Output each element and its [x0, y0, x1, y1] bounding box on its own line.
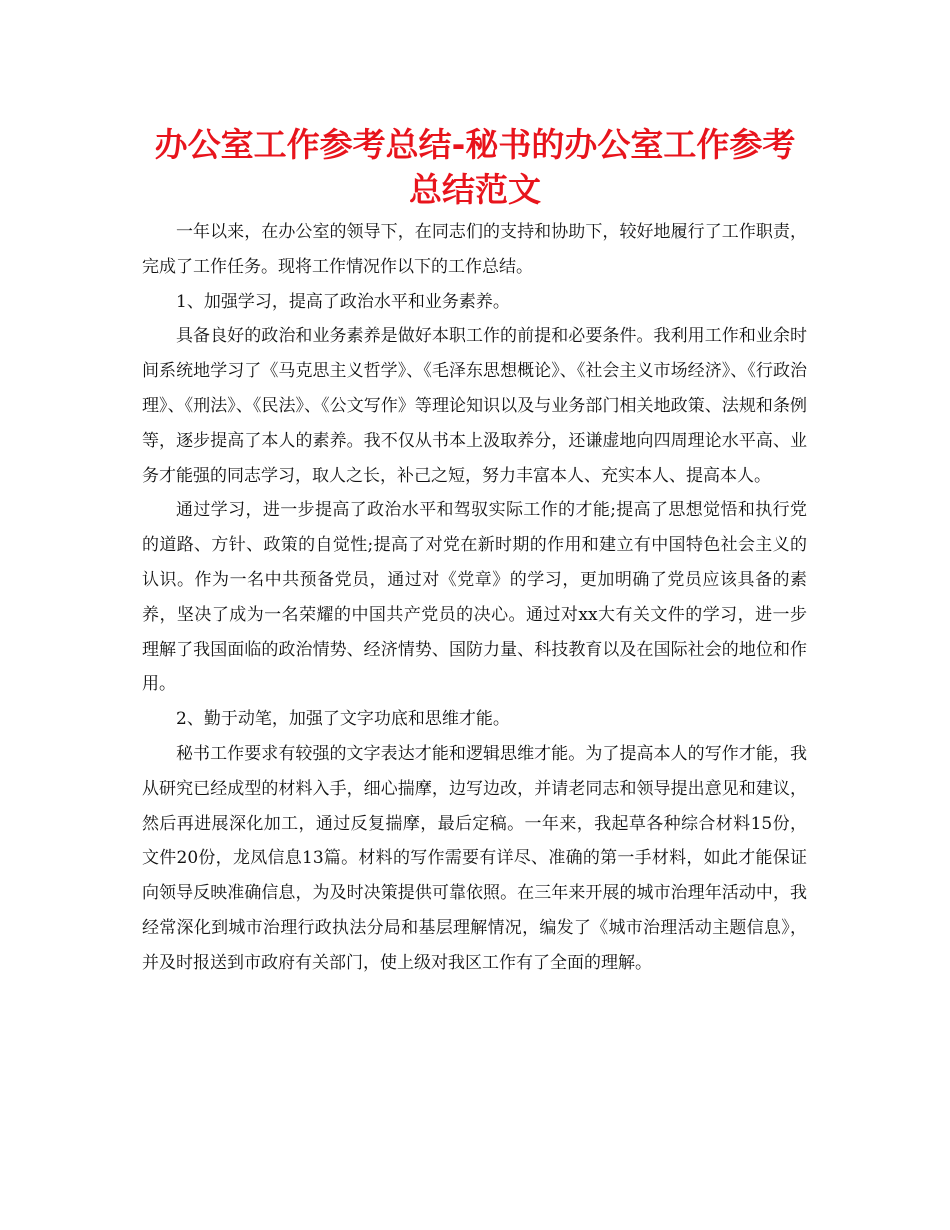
- section-heading: 2、勤于动笔，加强了文字功底和思维才能。: [176, 709, 510, 730]
- document-title: 办公室工作参考总结-秘书的办公室工作参考总结范文: [154, 125, 796, 209]
- section-heading: 1、加强学习，提高了政治水平和业务素养。: [176, 291, 510, 312]
- paragraph: 一年以来，在办公室的领导下，在同志们的支持和协助下，较好地履行了工作职责，完成了工作任务。现将工作情况作以下的工作总结。: [142, 222, 807, 277]
- paragraph: 秘书工作要求有较强的文字表达才能和逻辑思维才能。为了提高本人的写作才能，我从研究已经成型的材料入手，细心揣摩，边写边改，并请老同志和领导提出意见和建议，然后再进展深化加工，通过反复揣摩，最后定稿。一年来，我起草各种综合材料15份，文件20份，龙凤信息13篇。材料的写作需要有详尽、准确的第一手材料，如此才能保证向领导反映准确信息，为及时决策提供可靠依照。在三年来开展的城市治理年活动中，我经常深化到城市治理行政执法分局和基层理解情况，编发了《城市治理活动主题信息》，并及时报送到市政府有关部门，使上级对我区工作有了全面的理解。: [142, 743, 807, 973]
- paragraph: 通过学习，进一步提高了政治水平和驾驭实际工作的才能;提高了思想觉悟和执行党的道路、方针、政策的自觉性;提高了对党在新时期的作用和建立有中国特色社会主义的认识。作为一名中共预备党员，通过对《党章》的学习，更加明确了党员应该具备的素养，坚决了成为一名荣耀的中国共产党员的决心。通过对xx大有关文件的学习，进一步理解了我国面临的政治情势、经济情势、国防力量、科技教育以及在国际社会的地位和作用。: [142, 500, 807, 695]
- paragraph: 具备良好的政治和业务素养是做好本职工作的前提和必要条件。我利用工作和业余时间系统地学习了《马克思主义哲学》、《毛泽东思想概论》、《社会主义市场经济》、《行政治理》、《刑法》、《民法》、《公文写作》等理论知识以及与业务部门相关地政策、法规和条例等，逐步提高了本人的素养。我不仅从书本上汲取养分，还谦虚地向四周理论水平高、业务才能强的同志学习，取人之长，补己之短，努力丰富本人、充实本人、提高本人。: [142, 326, 807, 486]
- document-body: [142, 215, 807, 981]
